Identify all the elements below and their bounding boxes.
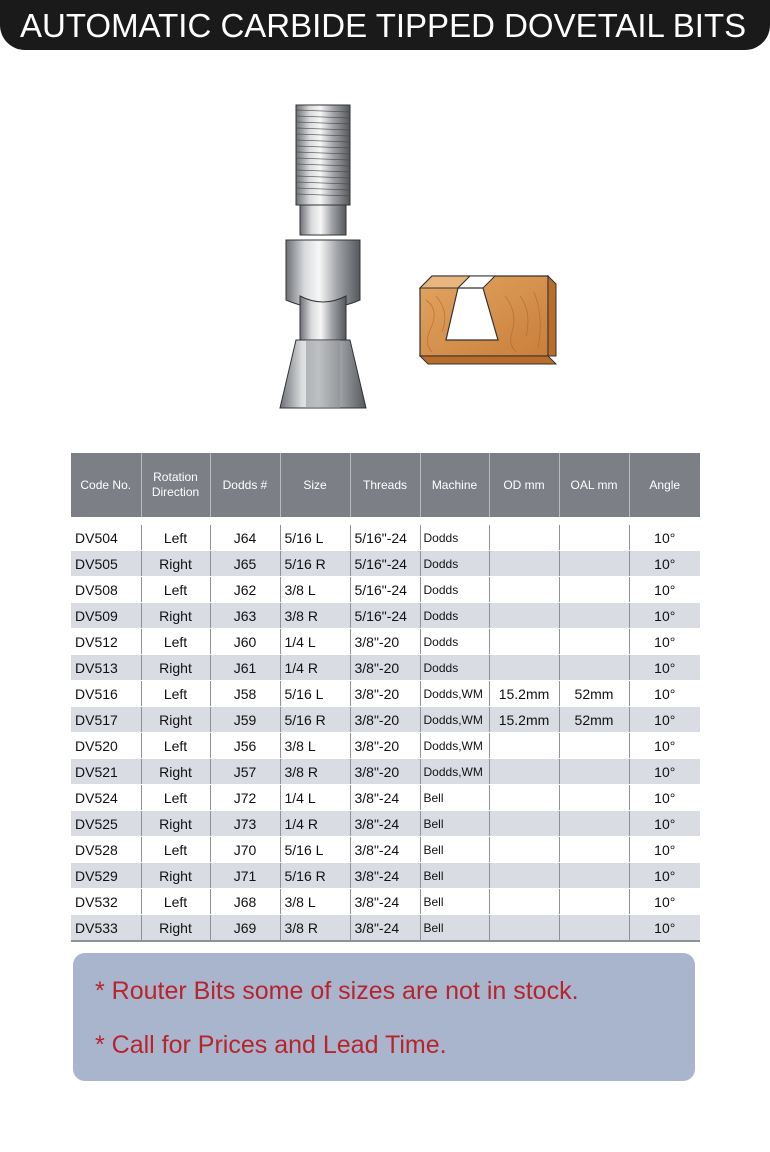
notice-pricing: * Call for Prices and Lead Time. [95,1031,447,1059]
cell-dodds: J65 [210,551,280,577]
cell-code: DV509 [71,603,141,629]
cell-rotation: Left [141,785,210,811]
cell-oal [559,603,629,629]
cell-size: 5/16 L [280,681,350,707]
cell-size: 1/4 R [280,655,350,681]
col-header-threads: Threads [350,453,420,517]
table-row [71,863,700,889]
cell-angle: 10° [629,837,700,863]
cell-od [489,629,559,655]
table-row [71,811,700,837]
cell-angle: 10° [629,759,700,785]
cell-threads: 3/8"-20 [350,629,420,655]
cell-od [489,837,559,863]
table-row [71,577,700,603]
col-header-dodds: Dodds # [210,453,280,517]
cell-threads: 3/8"-24 [350,863,420,889]
cell-rotation: Right [141,759,210,785]
cell-oal [559,733,629,759]
cell-od [489,551,559,577]
table-row [71,733,700,759]
cell-oal [559,759,629,785]
cell-code: DV513 [71,655,141,681]
cell-oal [559,551,629,577]
cell-dodds: J72 [210,785,280,811]
cell-machine: Dodds [420,655,489,681]
cell-rotation: Left [141,525,210,551]
cell-code: DV533 [71,915,141,942]
cell-code: DV504 [71,525,141,551]
cell-angle: 10° [629,629,700,655]
cell-code: DV521 [71,759,141,785]
cell-dodds: J70 [210,837,280,863]
cell-threads: 3/8"-20 [350,733,420,759]
cell-code: DV529 [71,863,141,889]
col-header-code: Code No. [71,453,141,517]
cell-oal [559,837,629,863]
col-header-machine: Machine [420,453,489,517]
cell-dodds: J56 [210,733,280,759]
cell-threads: 5/16"-24 [350,603,420,629]
cell-machine: Dodds,WM [420,707,489,733]
cell-oal [559,577,629,603]
cell-angle: 10° [629,733,700,759]
cell-od [489,577,559,603]
cell-od [489,733,559,759]
col-header-od: OD mm [489,453,559,517]
cell-threads: 5/16"-24 [350,525,420,551]
cell-code: DV520 [71,733,141,759]
cell-size: 3/8 L [280,577,350,603]
cell-oal [559,915,629,942]
cell-size: 5/16 R [280,863,350,889]
cell-rotation: Left [141,629,210,655]
cell-rotation: Right [141,603,210,629]
cell-oal [559,811,629,837]
cell-threads: 5/16"-24 [350,577,420,603]
cell-threads: 3/8"-24 [350,785,420,811]
table-row [71,551,700,577]
cell-size: 1/4 L [280,785,350,811]
cell-code: DV517 [71,707,141,733]
cell-rotation: Left [141,733,210,759]
cell-size: 3/8 R [280,603,350,629]
cell-angle: 10° [629,603,700,629]
cell-od [489,811,559,837]
cell-threads: 3/8"-24 [350,915,420,942]
cell-code: DV516 [71,681,141,707]
cell-angle: 10° [629,707,700,733]
stock-notice [73,953,695,1081]
table-header-row [71,453,700,517]
cell-machine: Bell [420,837,489,863]
cell-angle: 10° [629,551,700,577]
cell-od: 15.2mm [489,707,559,733]
table-row [71,915,700,942]
cell-machine: Dodds,WM [420,733,489,759]
cell-dodds: J62 [210,577,280,603]
cell-size: 5/16 R [280,707,350,733]
table-row [71,837,700,863]
cell-oal: 52mm [559,707,629,733]
cell-dodds: J61 [210,655,280,681]
cell-size: 1/4 R [280,811,350,837]
cell-angle: 10° [629,889,700,915]
cell-code: DV508 [71,577,141,603]
cell-rotation: Right [141,551,210,577]
cell-oal [559,629,629,655]
cell-od [489,785,559,811]
cell-oal [559,655,629,681]
cell-rotation: Right [141,811,210,837]
cell-angle: 10° [629,915,700,942]
cell-dodds: J69 [210,915,280,942]
table-row [71,525,700,551]
cell-rotation: Right [141,707,210,733]
cell-dodds: J63 [210,603,280,629]
col-header-size: Size [280,453,350,517]
cell-size: 3/8 L [280,889,350,915]
table-row [71,681,700,707]
cell-od [489,655,559,681]
cell-rotation: Left [141,837,210,863]
cell-rotation: Left [141,577,210,603]
cell-threads: 3/8"-20 [350,707,420,733]
cell-oal [559,785,629,811]
cell-dodds: J73 [210,811,280,837]
cell-size: 1/4 L [280,629,350,655]
cell-size: 5/16 L [280,525,350,551]
cell-machine: Bell [420,863,489,889]
cell-machine: Bell [420,915,489,942]
cell-angle: 10° [629,811,700,837]
cell-od [489,863,559,889]
table-row [71,889,700,915]
cell-code: DV525 [71,811,141,837]
cell-dodds: J59 [210,707,280,733]
cell-machine: Dodds [420,603,489,629]
cell-rotation: Right [141,863,210,889]
col-header-rotation: Rotation Direction [141,453,210,517]
cell-size: 5/16 R [280,551,350,577]
cell-angle: 10° [629,525,700,551]
cell-size: 3/8 L [280,733,350,759]
cell-od [489,525,559,551]
cell-size: 3/8 R [280,915,350,942]
cell-angle: 10° [629,655,700,681]
cell-dodds: J58 [210,681,280,707]
cell-od [489,915,559,942]
cell-size: 3/8 R [280,759,350,785]
dovetail-router-bit-icon [280,105,366,408]
cell-code: DV524 [71,785,141,811]
cell-threads: 5/16"-24 [350,551,420,577]
cell-dodds: J71 [210,863,280,889]
cell-code: DV505 [71,551,141,577]
cell-machine: Dodds [420,525,489,551]
cell-threads: 3/8"-24 [350,811,420,837]
cell-code: DV532 [71,889,141,915]
cell-od [489,889,559,915]
product-illustration [0,0,770,440]
cell-machine: Bell [420,889,489,915]
cell-machine: Dodds,WM [420,759,489,785]
cell-rotation: Left [141,681,210,707]
cell-rotation: Right [141,655,210,681]
cell-oal [559,889,629,915]
cell-machine: Dodds [420,577,489,603]
page-title: AUTOMATIC CARBIDE TIPPED DOVETAIL BITS [20,7,747,44]
dovetail-joint-icon [420,276,556,364]
cell-angle: 10° [629,577,700,603]
col-header-angle: Angle [629,453,700,517]
cell-angle: 10° [629,863,700,889]
cell-angle: 10° [629,681,700,707]
cell-oal [559,525,629,551]
cell-machine: Bell [420,811,489,837]
cell-od [489,759,559,785]
col-header-oal: OAL mm [559,453,629,517]
cell-code: DV512 [71,629,141,655]
cell-threads: 3/8"-20 [350,759,420,785]
cell-size: 5/16 L [280,837,350,863]
spec-table [71,453,700,942]
cell-machine: Dodds [420,629,489,655]
cell-threads: 3/8"-24 [350,889,420,915]
cell-dodds: J68 [210,889,280,915]
cell-dodds: J57 [210,759,280,785]
cell-machine: Dodds [420,551,489,577]
cell-machine: Bell [420,785,489,811]
cell-machine: Dodds,WM [420,681,489,707]
cell-dodds: J60 [210,629,280,655]
cell-angle: 10° [629,785,700,811]
cell-rotation: Left [141,889,210,915]
cell-od: 15.2mm [489,681,559,707]
cell-oal: 52mm [559,681,629,707]
cell-threads: 3/8"-24 [350,837,420,863]
table-row [71,785,700,811]
cell-threads: 3/8"-20 [350,655,420,681]
cell-dodds: J64 [210,525,280,551]
cell-oal [559,863,629,889]
table-row [71,655,700,681]
table-row [71,629,700,655]
table-row [71,603,700,629]
table-row [71,759,700,785]
cell-threads: 3/8"-20 [350,681,420,707]
cell-od [489,603,559,629]
cell-code: DV528 [71,837,141,863]
table-row [71,707,700,733]
cell-rotation: Right [141,915,210,942]
notice-stock: * Router Bits some of sizes are not in stock. [95,977,579,1005]
